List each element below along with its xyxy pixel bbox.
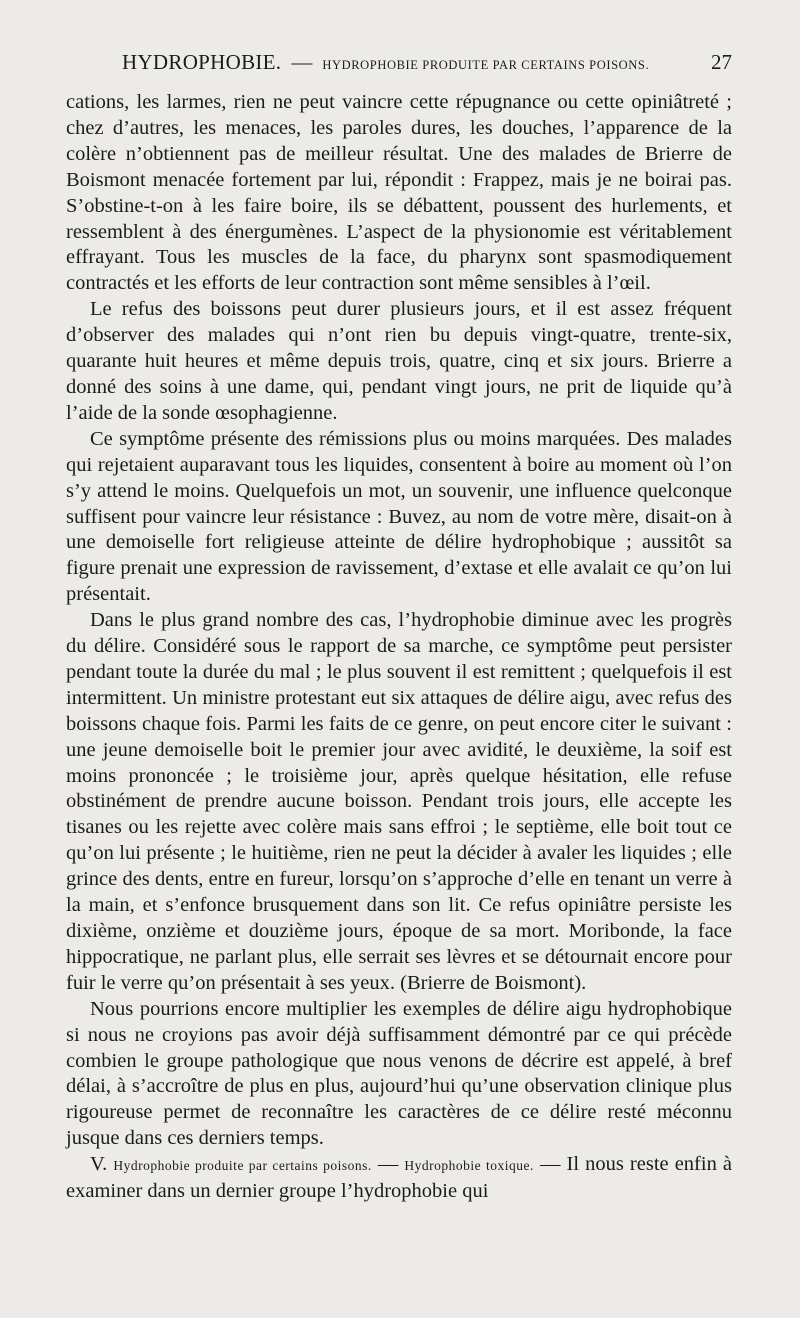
- section-heading: [66, 1152, 732, 1205]
- header-subtitle: HYDROPHOBIE PRODUITE PAR CERTAINS POISONS.: [322, 58, 650, 72]
- paragraph-2: Le refus des boissons peut durer plusieurs jours, et il est assez fréquent d’observer des malades qui n’ont rien bu depuis vingt-quatre, trente-six, quarante huit heures et même depuis trois, quatre, cinq et six jours. Brierre a donné des soins à une dame, qui, pendant vingt jours, ne prit de liquide qu’à l’aide de la sonde œsophagienne.: [66, 298, 732, 424]
- section-subtitle: Hydrophobie toxique.: [404, 1158, 534, 1174]
- header-title: HYDROPHOBIE.: [122, 50, 282, 74]
- section-continuation: Il nous reste enfin à examiner dans un dernier groupe l’hydrophobie qui: [66, 1153, 732, 1203]
- section-separator: —: [377, 1153, 399, 1176]
- section-title: Hydrophobie produite par certains poisons.: [113, 1158, 372, 1174]
- paragraph-1: cations, les larmes, rien ne peut vaincre cette répugnance ou cette opiniâtreté ; chez d’autres, les menaces, les paroles dures, les douches, l’apparence de la colère n’obtiennent pas de meilleur résultat. Une des malades de Brierre de Boismont menacée fortement par lui, répondit : Frappez, mais je ne boirai pas. S’obstine-t-on à les faire boire, ils se débattent, poussent des hurlements, et ressemblent à des énergumènes. L’aspect de la physionomie est véritablement effrayant. Tous les muscles de la face, du pharynx sont spasmodiquement contractés et les efforts de leur contraction sont même sensibles à l’œil.: [66, 91, 732, 295]
- paragraph-5: Nous pourrions encore multiplier les exemples de délire aigu hydrophobique si nous ne croyions pas avoir déjà suffisamment démontré par ce qui précède combien le groupe pathologique que nous venons de décrire est appelé, à bref délai, à s’accroître de plus en plus, aujourd’hui qu’une observation clinique plus rigoureuse permet de reconnaître les caractères de ce délire resté méconnu jusque dans ces derniers temps.: [66, 997, 732, 1150]
- running-header: [122, 50, 732, 75]
- paragraph-4: Dans le plus grand nombre des cas, l’hydrophobie diminue avec les progrès du délire. Considéré sous le rapport de sa marche, ce symptôme peut persister pendant toute la durée du mal ; le plus souvent il est remittent ; quelquefois il est intermittent. Un ministre protestant eut six attaques de délire aigu, avec refus des boissons chaque fois. Parmi les faits de ce genre, on peut encore citer le suivant : une jeune demoiselle boit le premier jour avec avidité, le deuxième, la soif est moins prononcée ; le troisième jour, après quelque hésitation, elle refuse obstinément de prendre aucune boisson. Pendant trois jours, elle accepte les tisanes ou les rejette avec colère mais sans effroi ; le septième, elle boit tout ce qu’on lui présente ; le huitième, rien ne peut la décider à avaler les liquides ; elle grince des dents, entre en fureur, lorsqu’on s’approche d’elle en tenant un verre à la main, et s’enfonce brusquement dans son lit. Ce refus opiniâtre persiste les dixième, onzième et douzième jours, époque de sa mort. Moribonde, la face hippocratique, ne parlant plus, elle serrait ses lèvres et se détournait encore pour fuir le verre qu’on présentait à ses yeux. (Brierre de Boismont).: [66, 609, 732, 994]
- header-dash: —: [291, 50, 313, 74]
- paragraph-3: Ce symptôme présente des rémissions plus ou moins marquées. Des malades qui rejetaient auparavant tous les liquides, consentent à boire au moment où l’on s’y attend le moins. Quelquefois un mot, un souvenir, une influence quelconque suffisent pour vaincre leur résistance : Buvez, au nom de votre mère, disait-on à une demoiselle fort religieuse atteinte de délire hydrophobique ; aussitôt sa figure prenait une expression de ravissement, d’extase et elle avalait ce qu’on lui présentait.: [66, 427, 732, 606]
- section-trailing-dash: —: [539, 1153, 561, 1176]
- page-number: 27: [711, 50, 732, 74]
- page-body: [66, 90, 732, 1205]
- section-number: V.: [90, 1153, 108, 1176]
